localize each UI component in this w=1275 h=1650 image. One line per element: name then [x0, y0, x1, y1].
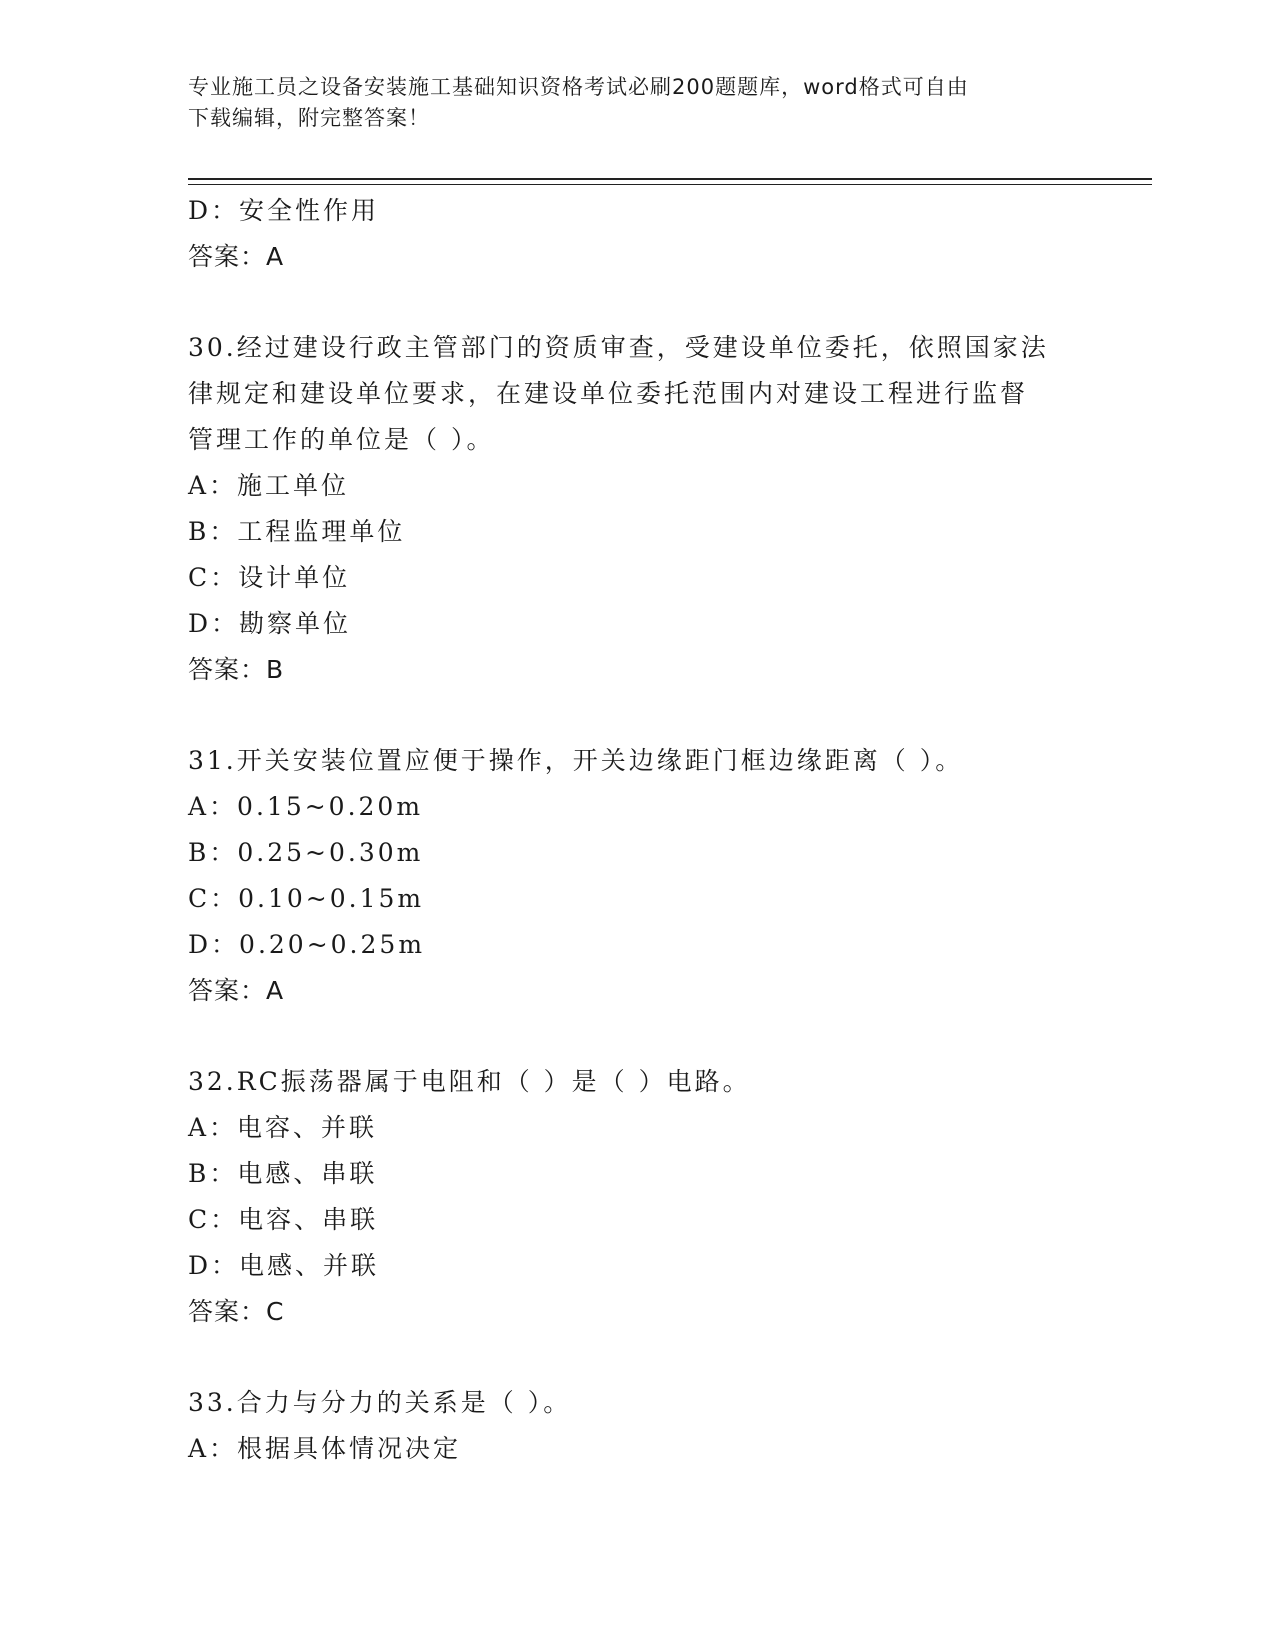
- question-list: [188, 188, 1088, 1472]
- option-b: B：工程监理单位: [188, 517, 406, 546]
- question-stem-line: 律规定和建设单位要求，在建设单位委托范围内对建设工程进行监督: [188, 379, 1029, 408]
- option-a: A：施工单位: [188, 471, 350, 500]
- header-title-line-2: 下载编辑，附完整答案！: [188, 106, 430, 130]
- option-c: C：0.10~0.15m: [188, 884, 425, 913]
- question-32: [188, 1059, 1088, 1335]
- answer-line: 答案：A: [188, 976, 285, 1005]
- option-c: C：设计单位: [188, 563, 351, 592]
- question-31: [188, 738, 1088, 1014]
- spacer: [188, 280, 1088, 325]
- option-d: D：安全性作用: [188, 196, 380, 225]
- question-stem-line: 31.开关安装位置应便于操作，开关边缘距门框边缘距离（ ）。: [188, 746, 964, 775]
- answer-line: 答案：C: [188, 1297, 285, 1326]
- question-stem-line: 32.RC振荡器属于电阻和（ ）是（ ）电路。: [188, 1067, 751, 1096]
- spacer: [188, 1335, 1088, 1380]
- option-d: D：电感、并联: [188, 1251, 380, 1280]
- option-b: B：0.25~0.30m: [188, 838, 424, 867]
- option-d: D：勘察单位: [188, 609, 352, 638]
- header-title-line-1: 专业施工员之设备安装施工基础知识资格考试必刷200题题库，word格式可自由: [188, 75, 969, 99]
- option-a: A：0.15~0.20m: [188, 792, 424, 821]
- option-a: A：根据具体情况决定: [188, 1434, 462, 1463]
- question-stem-line: 30.经过建设行政主管部门的资质审查，受建设单位委托，依照国家法: [188, 333, 1049, 362]
- question-stem-line: 33.合力与分力的关系是（ ）。: [188, 1388, 572, 1417]
- page-header: [188, 72, 1068, 134]
- option-c: C：电容、串联: [188, 1205, 379, 1234]
- spacer: [188, 1014, 1088, 1059]
- question-33: [188, 1380, 1088, 1472]
- answer-line: 答案：A: [188, 242, 285, 271]
- spacer: [188, 693, 1088, 738]
- answer-line: 答案：B: [188, 655, 285, 684]
- header-divider-thick: [188, 178, 1152, 180]
- option-b: B：电感、串联: [188, 1159, 378, 1188]
- question-stem-line: 管理工作的单位是（ ）。: [188, 425, 495, 454]
- question-30: [188, 325, 1088, 693]
- option-a: A：电容、并联: [188, 1113, 378, 1142]
- header-divider-thin: [188, 184, 1152, 185]
- option-d: D：0.20~0.25m: [188, 930, 426, 959]
